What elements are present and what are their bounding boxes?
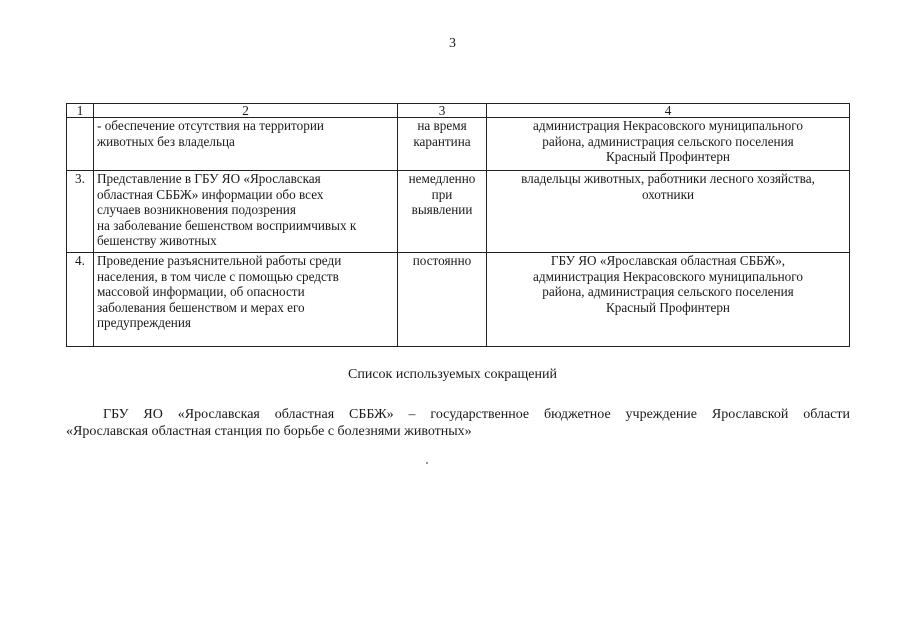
- action-line: предупреждения: [97, 315, 191, 330]
- action-cell: [94, 118, 398, 171]
- term-line: карантина: [413, 133, 471, 149]
- responsible-line: района, администрация сельского поселения: [542, 284, 794, 299]
- term-line: постоянно: [412, 253, 472, 268]
- responsible-line: владельцы животных, работники лесного хозяйства,: [521, 171, 815, 186]
- responsible-line: Красный Профинтерн: [605, 149, 730, 164]
- term-line: немедленно: [408, 171, 476, 186]
- table-row: [67, 118, 850, 171]
- abbreviation-line: ГБУ ЯО «Ярославская областная СББЖ» – государственное бюджетное учреждение Ярославской области: [103, 407, 850, 422]
- header-cell: 2: [94, 104, 398, 118]
- row-number-cell: 3.: [67, 171, 94, 253]
- abbreviations-heading: Список используемых сокращений: [348, 367, 557, 382]
- action-cell: [94, 171, 398, 253]
- action-line: массовой информации, об опасности: [97, 284, 305, 299]
- table-row: [67, 171, 850, 253]
- action-line: областная СББЖ» информации обо всех: [97, 186, 324, 202]
- action-line: заболевания бешенством и мерах его: [97, 299, 305, 315]
- responsible-line: администрация Некрасовского муниципального: [533, 268, 803, 284]
- page-number: 3: [449, 36, 456, 51]
- responsible-cell: [487, 171, 850, 253]
- responsible-line: охотники: [641, 186, 695, 202]
- responsible-line: ГБУ ЯО «Ярославская областная СББЖ»,: [550, 253, 786, 268]
- action-line: бешенству животных: [97, 233, 217, 248]
- term-cell: [398, 118, 487, 171]
- action-line: населения, в том числе с помощью средств: [97, 268, 339, 284]
- row-number-cell: 4.: [67, 253, 94, 347]
- action-line: животных без владельца: [97, 133, 235, 149]
- term-cell: [398, 253, 487, 347]
- scan-speck: [426, 462, 428, 464]
- term-line: выявлении: [411, 202, 473, 217]
- action-line: - обеспечение отсутствия на территории: [97, 118, 324, 133]
- responsible-cell: [487, 253, 850, 347]
- measures-table: [66, 103, 850, 347]
- action-line: случаев возникновения подозрения: [97, 202, 296, 217]
- term-line: при: [431, 186, 453, 202]
- action-line: на заболевание бешенством восприимчивых к: [97, 217, 357, 233]
- responsible-line: района, администрация сельского поселения: [542, 133, 794, 149]
- abbreviation-line: «Ярославская областная станция по борьбе с болезнями животных»: [66, 424, 472, 439]
- action-line: Проведение разъяснительной работы среди: [97, 253, 342, 268]
- header-cell: 1: [67, 104, 94, 118]
- table-row: [67, 253, 850, 347]
- action-line: Представление в ГБУ ЯО «Ярославская: [97, 171, 321, 186]
- header-cell: 3: [398, 104, 487, 118]
- table-header-row: [67, 104, 850, 118]
- responsible-line: администрация Некрасовского муниципального: [533, 118, 803, 133]
- term-line: на время: [417, 118, 467, 133]
- row-number-cell: [67, 118, 94, 171]
- term-cell: [398, 171, 487, 253]
- action-cell: [94, 253, 398, 347]
- abbreviation-definition: [66, 406, 850, 440]
- header-cell: 4: [487, 104, 850, 118]
- responsible-cell: [487, 118, 850, 171]
- responsible-line: Красный Профинтерн: [605, 299, 730, 315]
